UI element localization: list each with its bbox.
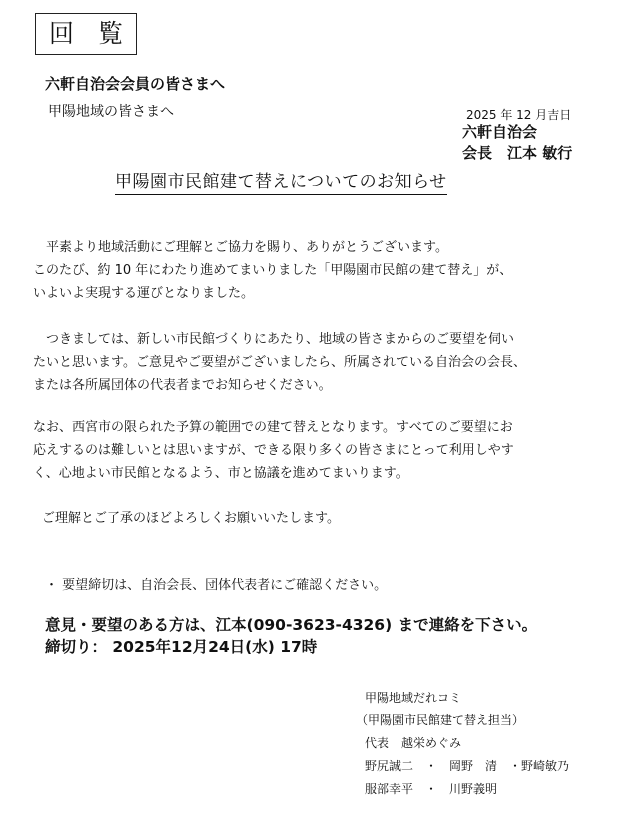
sender-representative: 会長 江本 敏行 xyxy=(462,144,573,162)
paragraph-2-line: つきましては、新しい市民館づくりにあたり、地域の皆さまからのご要望を伺い xyxy=(33,332,515,347)
signature-group-name: 甲陽地域だれコミ xyxy=(365,691,462,705)
paragraph-3-line: 応えするのは難しいとは思いますが、できる限り多くの皆さまにとって利用しやす xyxy=(33,443,514,458)
sender-block xyxy=(462,122,572,164)
contact-deadline: 締切り： 2025年12月24日(水) 17時 xyxy=(45,638,318,656)
paragraph-1-line: 平素より地域活動にご理解とご協力を賜り、ありがとうございます。 xyxy=(33,240,448,255)
paragraph-3-line: く、心地よい市民館となるよう、市と協議を進めてまいります。 xyxy=(33,466,409,481)
circular-label: 回 覧 xyxy=(49,19,131,48)
paragraph-3 xyxy=(33,416,514,485)
paragraph-2-line: または各所属団体の代表者までお知らせください。 xyxy=(33,378,332,393)
signature-members-line-2: 服部幸平 ・ 川野義明 xyxy=(365,782,498,796)
issue-date: 2025 年 12 月吉日 xyxy=(466,108,572,122)
contact-line: 意見・要望のある方は、江本(090-3623-4326) まで連絡を下さい。 xyxy=(45,616,538,634)
circular-label-box xyxy=(35,13,137,55)
closing-text: ご理解とご了承のほどよろしくお願いいたします。 xyxy=(42,511,340,526)
deadline-note: ・ 要望締切は、自治会長、団体代表者にご確認ください。 xyxy=(45,578,388,593)
paragraph-2-line: たいと思います。ご意見やご要望がございましたら、所属されている自治会の会長、 xyxy=(33,355,526,370)
recipient-primary: 六軒自治会会員の皆さまへ xyxy=(45,75,226,93)
paragraph-1 xyxy=(33,236,512,305)
paragraph-2 xyxy=(33,328,526,397)
paragraph-3-line: なお、西宮市の限られた予算の範囲での建て替えとなります。すべてのご要望にお xyxy=(33,420,513,435)
signature-members-line-1: 野尻誠二 ・ 岡野 清 ・野崎敏乃 xyxy=(365,759,570,773)
recipient-secondary: 甲陽地域の皆さまへ xyxy=(48,104,174,120)
document-title: 甲陽園市民館建て替えについてのお知らせ xyxy=(115,167,447,195)
sender-organization: 六軒自治会 xyxy=(462,123,538,141)
signature-group-role: （甲陽園市民館建て替え担当） xyxy=(356,713,525,727)
paragraph-1-line: いよいよ実現する運びとなりました。 xyxy=(33,286,255,301)
signature-representative: 代表 越栄めぐみ xyxy=(365,736,462,750)
paragraph-1-line: このたび、約 10 年にわたり進めてまいりました「甲陽園市民館の建て替え」が、 xyxy=(33,263,513,278)
